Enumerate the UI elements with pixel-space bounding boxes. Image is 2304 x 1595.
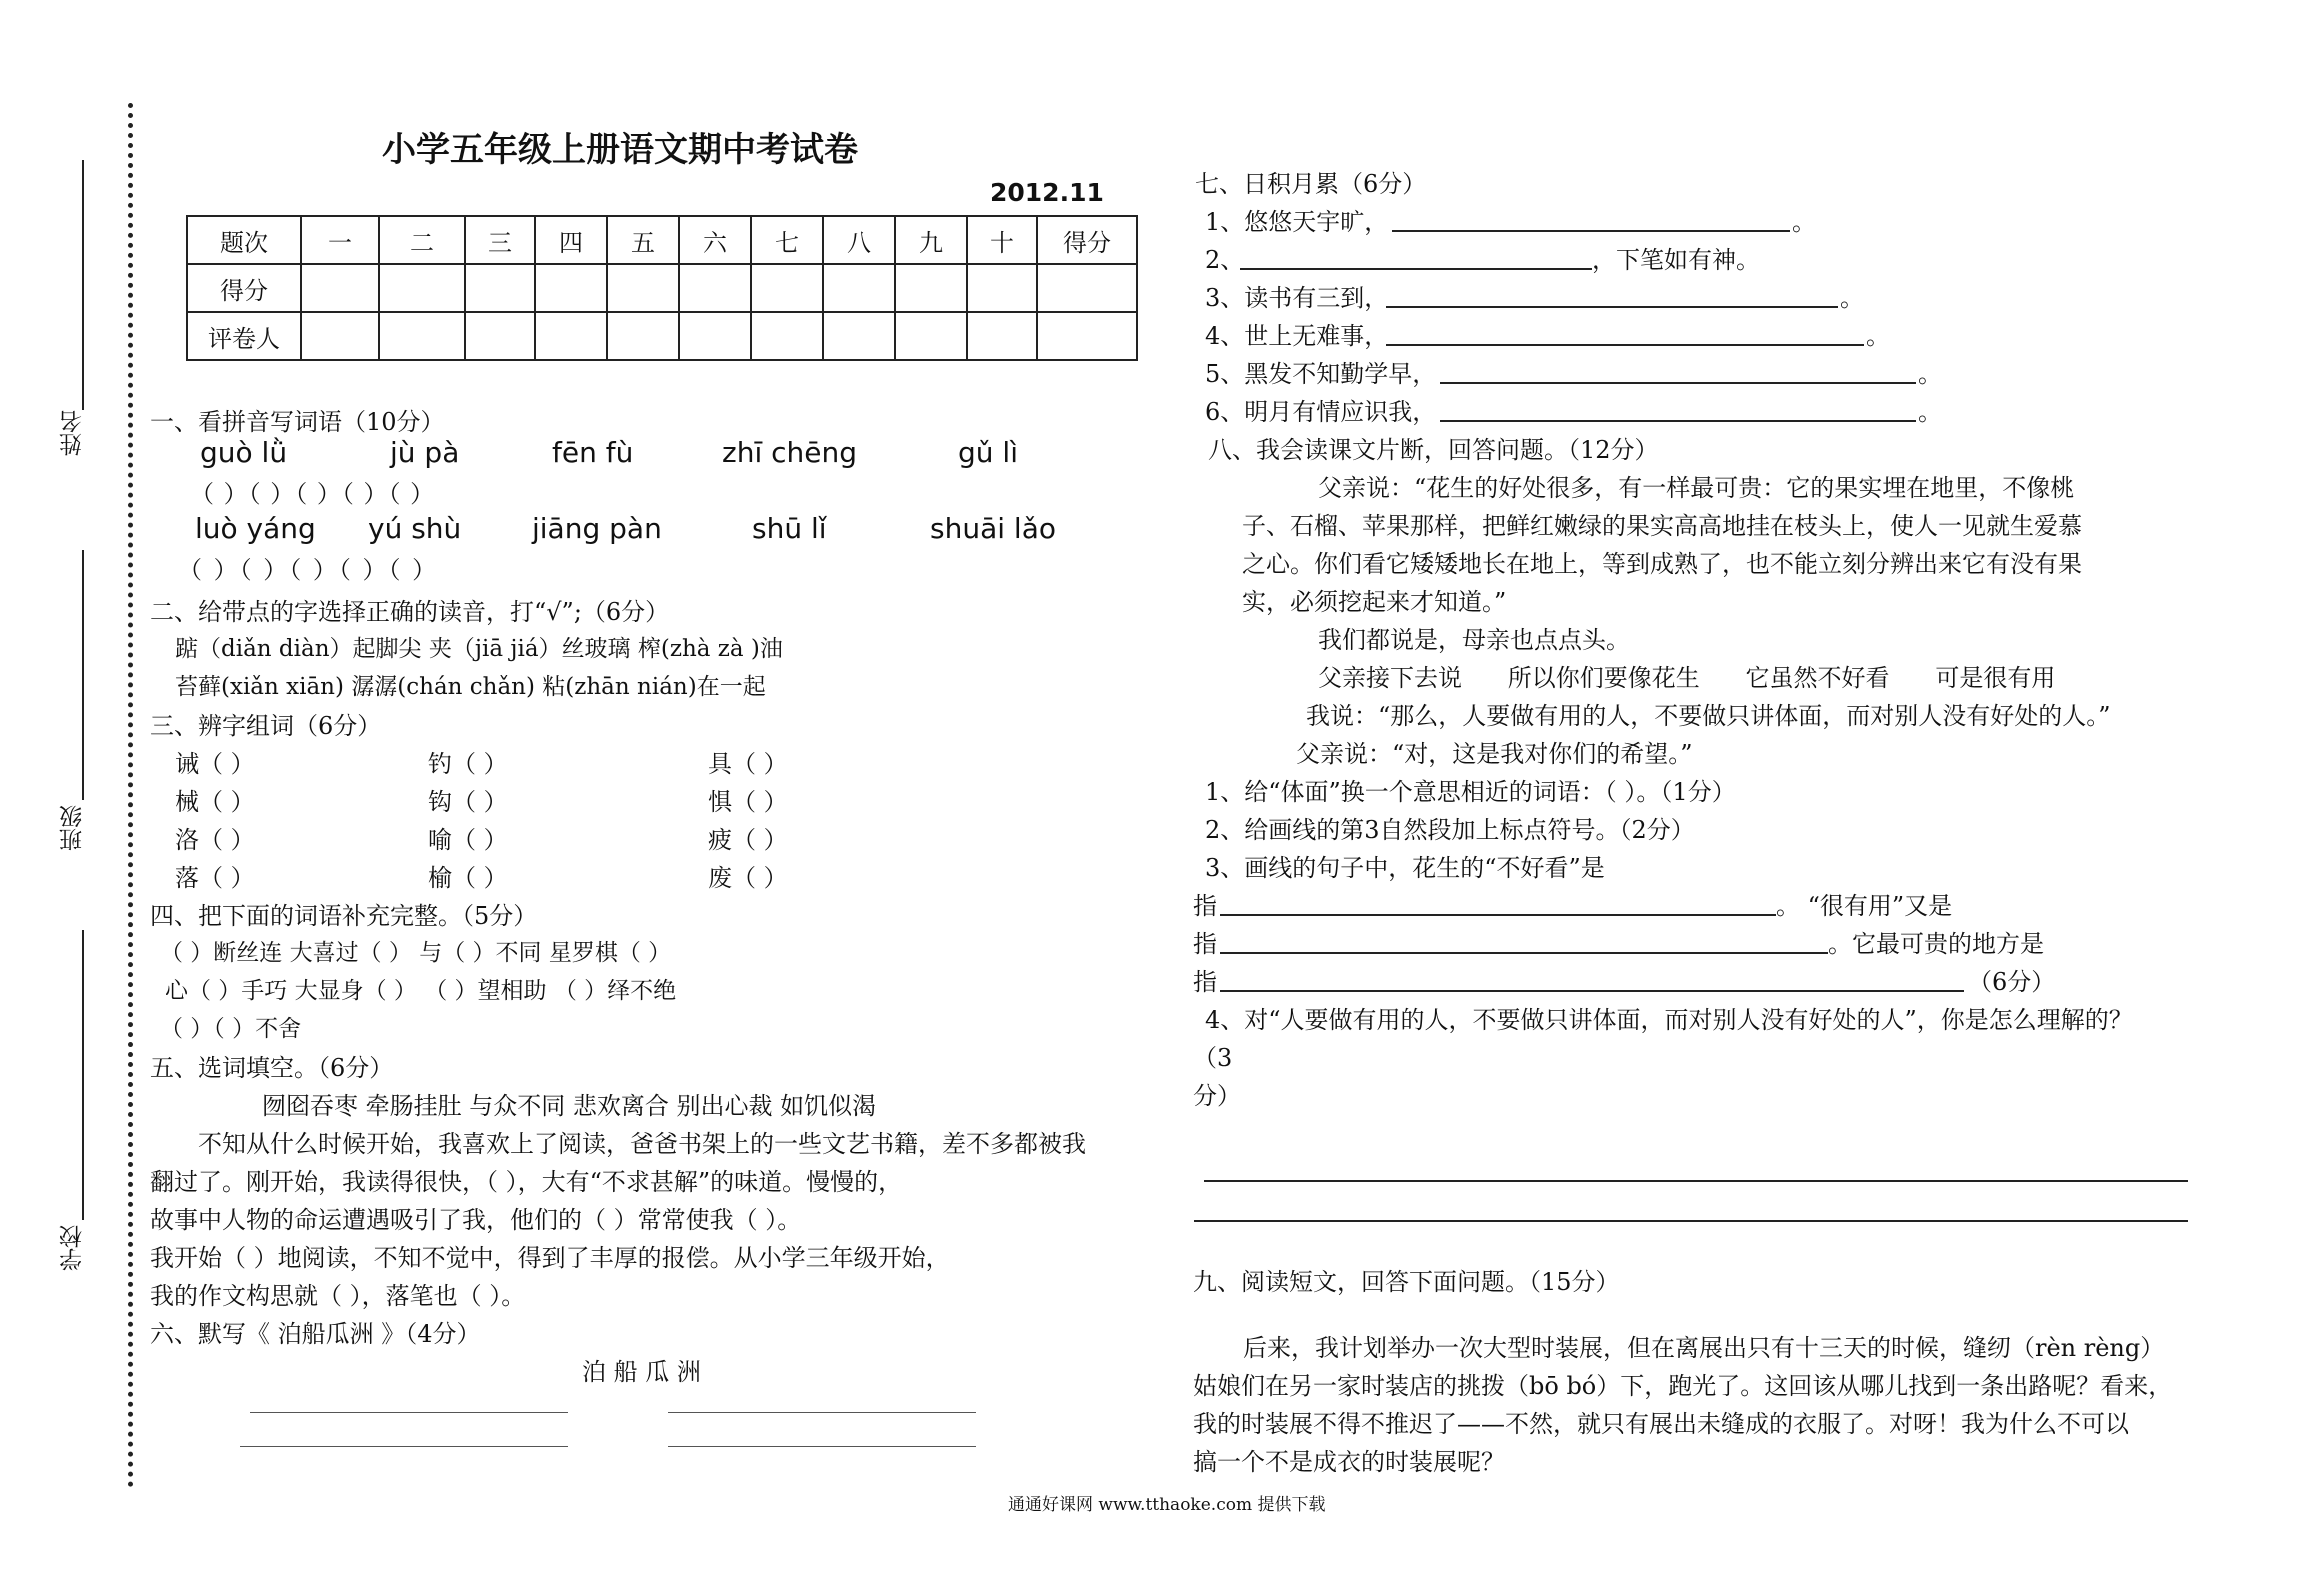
score-table-header [187,216,1137,264]
period: 。 [1918,398,1942,426]
period: 。 [1840,284,1864,312]
word-group-item[interactable]: 惧（ ） [708,788,788,816]
poem-answer-line[interactable] [250,1412,568,1413]
name-fill-line [82,160,84,410]
answer-suffix: 。它最可贵的地方是 [1828,930,2044,958]
table-cell: 题次 [187,216,301,264]
score-cell[interactable] [379,312,465,360]
fill-item-tail: ，下笔如有神。 [1592,246,1760,274]
table-cell: 得分 [1037,216,1137,264]
score-cell[interactable] [607,312,679,360]
question: 3、画线的句子中，花生的“不好看”是 [1205,854,1605,882]
question: 2、给画线的第3自然段加上标点符号。（2分） [1205,816,1695,844]
passage-line: 父亲说：“花生的好处很多，有一样最可贵：它的果实埋在地里，不像桃 [1318,474,2075,502]
table-cell: 八 [823,216,895,264]
score-table-row [187,264,1137,312]
fill-item: 1、悠悠天宇旷， [1205,208,1389,236]
pinyin: zhī chēng [722,436,858,469]
answer-line[interactable] [1204,1180,2188,1182]
word-group-item[interactable]: 疲（ ） [708,826,788,854]
pinyin: gǔ lì [958,436,1018,469]
question[interactable]: 1、给“体面”换一个意思相近的词语：（ ）。（1分） [1205,778,1736,806]
fill-item: 2、 [1205,246,1245,274]
section-9-heading: 九、阅读短文，回答下面问题。（15分） [1193,1268,1620,1296]
table-cell: 三 [465,216,535,264]
section-1-heading: 一、看拼音写词语（10分） [150,408,445,436]
period: 。 [1918,360,1942,388]
pinyin: shū lǐ [752,512,827,545]
score-cell[interactable] [465,312,535,360]
word-group-item[interactable]: 洛（ ） [175,826,255,854]
table-cell: 一 [301,216,379,264]
score-cell[interactable] [823,264,895,312]
score-table [186,215,1138,361]
footer-credit: 通通好课网 www.tthaoke.com 提供下载 [1008,1495,1326,1515]
passage-line: 我说：“那么，人要做有用的人，不要做只讲体面，而对别人没有好处的人。” [1306,702,2111,730]
period: 。 [1866,322,1890,350]
passage-line: 我的时装展不得不推迟了——不然，就只有展出未缝成的衣服了。对呀！我为什么不可以 [1193,1410,2129,1438]
passage-line: 父亲接下去说 所以你们要像花生 它虽然不好看 可是很有用 [1318,664,2056,692]
question-cont: （3 [1193,1044,1233,1072]
section-8-heading: 八、我会读课文片断，回答问题。（12分） [1208,436,1659,464]
answer-line[interactable] [1220,990,1964,992]
idiom-line[interactable]: （ ）（ ）不舍 [160,1016,302,1042]
score-cell[interactable] [751,312,823,360]
passage-line: 搞一个不是成衣的时装展呢？ [1193,1448,1505,1476]
table-cell: 四 [535,216,607,264]
pinyin: jiāng pàn [532,512,662,545]
question: 4、对“人要做有用的人，不要做只讲体面，而对别人没有好处的人”，你是怎么理解的？ [1205,1006,2133,1034]
passage-line: 之心。你们看它矮矮地长在地上，等到成熟了，也不能立刻分辨出来它有没有果 [1242,550,2082,578]
school-fill-line [82,930,84,1220]
table-cell: 九 [895,216,967,264]
answer-brackets[interactable]: （ ）（ ）（ ）（ ）（ ） [190,480,436,508]
word-group-item[interactable]: 喻（ ） [428,826,508,854]
class-fill-line [82,550,84,800]
table-cell: 十 [967,216,1037,264]
section-5-heading: 五、选词填空。（6分） [150,1054,394,1082]
passage-line: 父亲说：“对，这是我对你们的希望。” [1296,740,1693,768]
answer-suffix: 。 “很有用”又是 [1776,892,1953,920]
section-3-heading: 三、辨字组词（6分） [150,712,382,740]
score-cell[interactable] [301,312,379,360]
passage-line[interactable]: 我的作文构思就（ ），落笔也（ ）。 [150,1282,526,1310]
pinyin: jù pà [390,436,460,469]
table-cell: 评卷人 [187,312,301,360]
answer-prefix: 指 [1193,968,1217,996]
score-cell[interactable] [607,264,679,312]
score-cell[interactable] [967,312,1037,360]
word-group-item[interactable]: 械（ ） [175,788,255,816]
table-cell: 六 [679,216,751,264]
score-cell[interactable] [1037,264,1137,312]
binding-dotted-line [128,103,133,1488]
page-title: 小学五年级上册语文期中考试卷 [382,130,858,170]
passage-line[interactable]: 故事中人物的命运遭遇吸引了我，他们的（ ）常常使我（ ）。 [150,1206,802,1234]
score-cell[interactable] [535,312,607,360]
answer-line[interactable] [1240,268,1592,270]
score-cell[interactable] [967,264,1037,312]
answer-line[interactable] [1220,914,1776,916]
score-cell[interactable] [823,312,895,360]
word-group-item[interactable]: 钓（ ） [428,750,508,778]
score-cell[interactable] [1037,312,1137,360]
passage-line: 实，必须挖起来才知道。” [1242,588,1507,616]
passage-line: 不知从什么时候开始，我喜欢上了阅读，爸爸书架上的一些文艺书籍，差不多都被我 [198,1130,1086,1158]
fill-item: 3、读书有三到， [1205,284,1389,312]
pinyin: guò lǜ [200,436,288,469]
fill-item: 5、黑发不知勤学早， [1205,360,1437,388]
poem-answer-line[interactable] [668,1412,976,1413]
word-group-item[interactable]: 具（ ） [708,750,788,778]
answer-suffix: （6分） [1968,968,2056,996]
exam-date: 2012.11 [990,178,1104,207]
passage-line: 子、石榴、苹果那样，把鲜红嫩绿的果实高高地挂在枝头上，使人一见就生爱慕 [1242,512,2082,540]
word-group-item[interactable]: 落（ ） [175,864,255,892]
section-6-heading: 六、默写《 泊船瓜洲 》（4分） [150,1320,481,1348]
poem-answer-line[interactable] [668,1446,976,1447]
pinyin: yú shù [368,512,462,545]
passage-line: 我们都说是，母亲也点点头。 [1318,626,1630,654]
question-cont: 分） [1193,1082,1241,1110]
table-cell: 得分 [187,264,301,312]
score-cell[interactable] [301,264,379,312]
score-cell[interactable] [679,312,751,360]
idiom-line[interactable]: （ ）断丝连 大喜过（ ） 与（ ）不同 星罗棋（ ） [160,940,672,966]
answer-prefix: 指 [1193,930,1217,958]
poem-title: 泊 船 瓜 洲 [582,1358,701,1386]
pinyin: shuāi lǎo [930,512,1056,545]
table-cell: 二 [379,216,465,264]
score-cell[interactable] [751,264,823,312]
score-cell[interactable] [895,312,967,360]
score-cell[interactable] [379,264,465,312]
score-cell[interactable] [679,264,751,312]
passage-line[interactable]: 我开始（ ）地阅读，不知不觉中，得到了丰厚的报偿。从小学三年级开始， [150,1244,950,1272]
section-4-heading: 四、把下面的词语补充完整。（5分） [150,902,538,930]
name-label: 姓名 [60,410,86,456]
word-group-item[interactable]: 钩（ ） [428,788,508,816]
section-2-heading: 二、给带点的字选择正确的读音，打“√”;（6分） [150,598,670,626]
score-cell[interactable] [465,264,535,312]
answer-line[interactable] [1386,344,1864,346]
pinyin: luò yáng [195,512,316,545]
reading-choice-line[interactable]: 踮（diǎn diàn）起脚尖 夹（jiā jiá）丝玻璃 榨(zhà zà )油 [175,636,783,662]
word-options: 囫囵吞枣 牵肠挂肚 与众不同 悲欢离合 别出心裁 如饥似渴 [262,1092,877,1120]
table-cell: 七 [751,216,823,264]
section-7-heading: 七、日积月累（6分） [1195,170,1427,198]
word-group-item[interactable]: 废（ ） [708,864,788,892]
answer-brackets[interactable]: （ ）（ ）（ ）（ ）（ ） [178,556,439,584]
score-cell[interactable] [895,264,967,312]
school-label: 学校 [60,1225,86,1271]
fill-item: 4、世上无难事， [1205,322,1389,350]
class-label: 班级 [60,805,86,851]
passage-line[interactable]: 翻过了。刚开始，我读得很快，（ ），大有“不求甚解”的味道。慢慢的， [150,1168,903,1196]
answer-line[interactable] [1440,382,1916,384]
reading-choice-line[interactable]: 苔藓(xiǎn xiān) 潺潺(chán chǎn) 粘(zhān nián)在一起 [175,674,766,700]
passage-line: 后来，我计划举办一次大型时装展，但在离展出只有十三天的时候，缝纫（rèn rèng） [1243,1334,2165,1362]
word-group-item[interactable]: 榆（ ） [428,864,508,892]
answer-line[interactable] [1386,306,1838,308]
answer-prefix: 指 [1193,892,1217,920]
answer-line[interactable] [1194,1220,2188,1222]
fill-item: 6、明月有情应识我， [1205,398,1437,426]
word-group-item[interactable]: 诫（ ） [175,750,255,778]
table-cell: 五 [607,216,679,264]
score-table-row [187,312,1137,360]
idiom-line[interactable]: 心（ ）手巧 大显身（ ） （ ）望相助 （ ）绎不绝 [165,978,677,1004]
poem-answer-line[interactable] [240,1446,568,1447]
answer-line[interactable] [1220,952,1828,954]
answer-line[interactable] [1392,230,1790,232]
score-cell[interactable] [535,264,607,312]
answer-line[interactable] [1440,420,1916,422]
pinyin: fēn fù [552,436,634,469]
period: 。 [1792,208,1816,236]
passage-line: 姑娘们在另一家时装店的挑拨（bō bó）下，跑光了。这回该从哪儿找到一条出路呢？看来， [1193,1372,2173,1400]
